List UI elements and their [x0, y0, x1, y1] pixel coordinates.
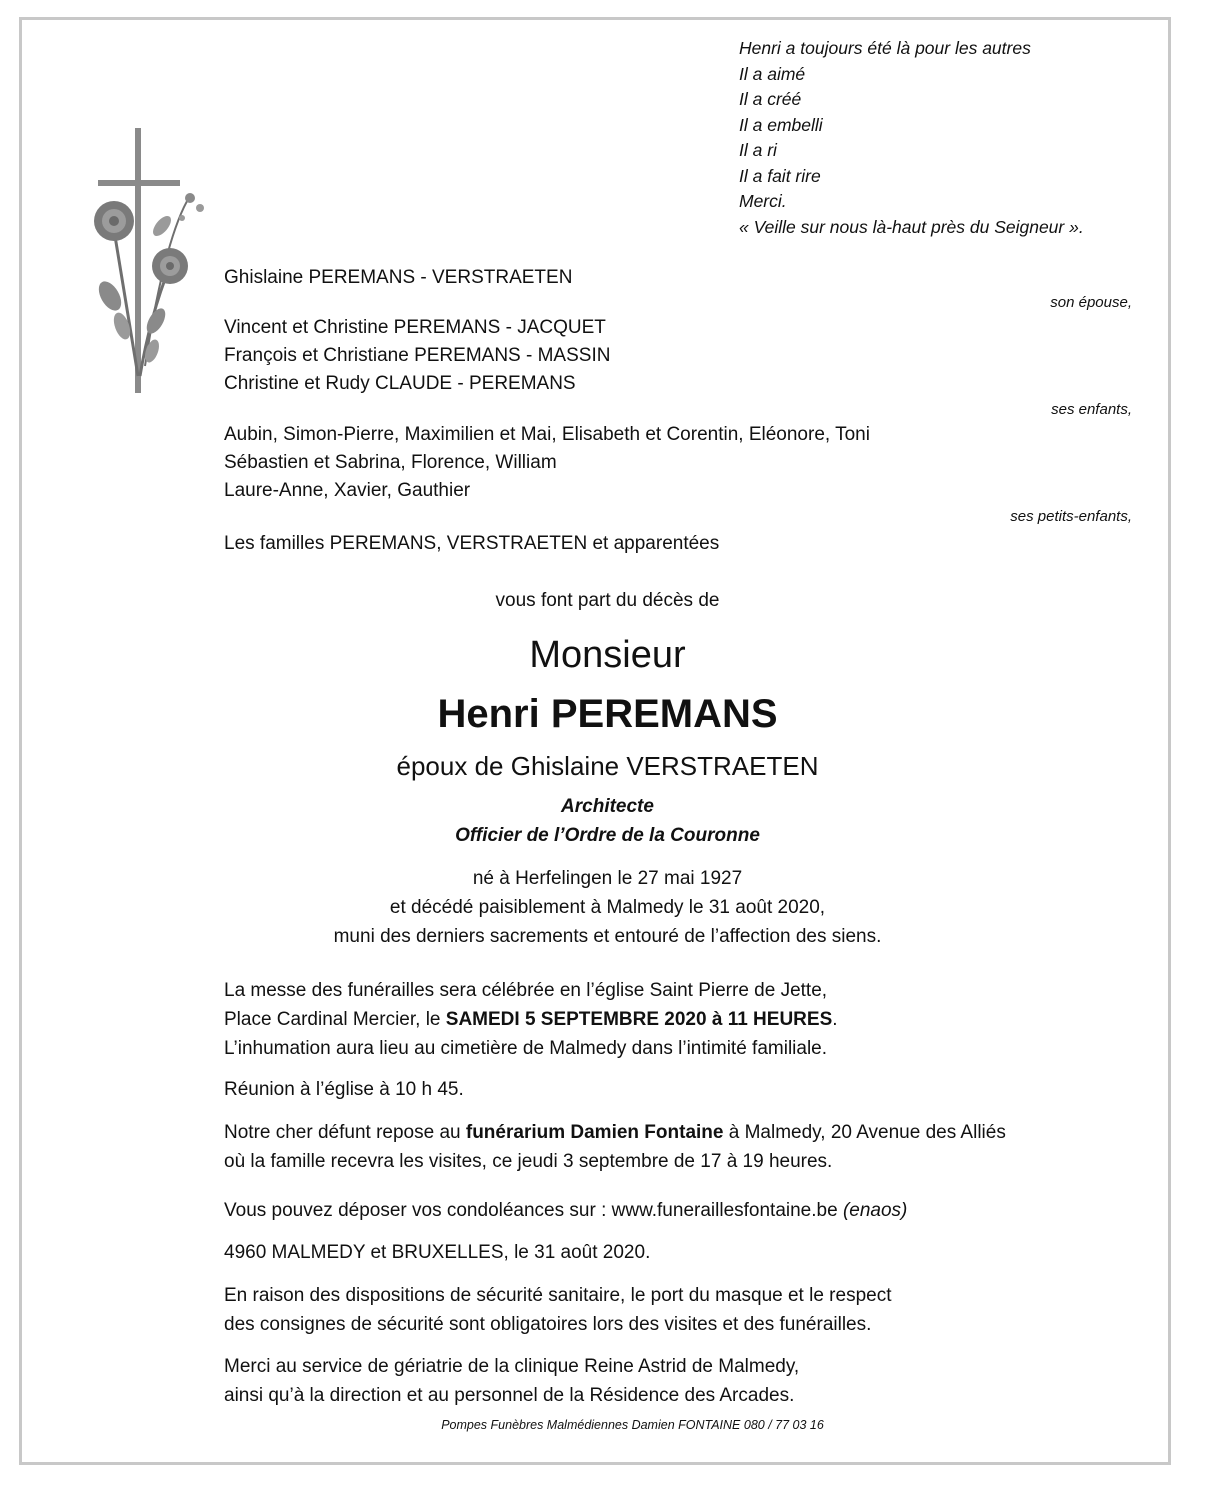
sanitary-line: des consignes de sécurité sont obligatoires lors des visites et des funérailles. [224, 1314, 872, 1335]
spouse-label: son épouse, [1050, 294, 1132, 311]
place-date: 4960 MALMEDY et BRUXELLES, le 31 août 2020. [224, 1242, 651, 1263]
thanks-paragraph [224, 1352, 799, 1410]
rest-line: où la famille recevra les visites, ce jeudi 3 septembre de 17 à 19 heures. [224, 1151, 833, 1172]
thanks-line: Merci au service de gériatrie de la clinique Reine Astrid de Malmedy, [224, 1356, 800, 1377]
grandchild-line: Sébastien et Sabrina, Florence, William [224, 452, 557, 473]
mass-text: . [832, 1009, 838, 1030]
children-list [224, 314, 610, 398]
sacraments-line: muni des derniers sacrements et entouré de l’affection des siens. [333, 926, 882, 947]
poem-line: Il a embelli [739, 114, 823, 135]
title-line: Architecte [561, 796, 654, 817]
rest-text: Notre cher défunt repose au [224, 1122, 466, 1143]
poem [739, 36, 1084, 240]
footer-funeral-home: Pompes Funèbres Malmédiennes Damien FONTAINE 080 / 77 03 16 [441, 1418, 824, 1432]
funerarium-name: funérarium Damien Fontaine [465, 1122, 724, 1143]
mass-text: Place Cardinal Mercier, le [224, 1009, 446, 1030]
cross-with-roses-icon [90, 126, 210, 396]
sanitary-line: En raison des dispositions de sécurité sanitaire, le port du masque et le respect [224, 1285, 892, 1306]
meeting-line: Réunion à l’église à 10 h 45. [224, 1079, 464, 1100]
birth-line: né à Herfelingen le 27 mai 1927 [472, 868, 743, 889]
child-line: François et Christiane PEREMANS - MASSIN [224, 345, 611, 366]
child-line: Christine et Rudy CLAUDE - PEREMANS [224, 373, 576, 394]
poem-line: Il a fait rire [739, 165, 821, 186]
children-label: ses enfants, [1051, 401, 1132, 418]
mass-paragraph [224, 976, 838, 1063]
grandchildren-label: ses petits-enfants, [1010, 508, 1132, 525]
poem-line: Il a aimé [739, 63, 806, 84]
rest-paragraph [224, 1118, 1006, 1176]
titles [0, 792, 1215, 850]
families-line: Les familles PEREMANS, VERSTRAETEN et apparentées [224, 533, 720, 554]
mass-date: SAMEDI 5 SEPTEMBRE 2020 à 11 HEURES [445, 1009, 833, 1030]
honorific: Monsieur [529, 634, 686, 676]
poem-line: Henri a toujours été là pour les autres [739, 38, 1031, 58]
mass-line [224, 1005, 838, 1034]
rest-text: à Malmedy, 20 Avenue des Alliés [723, 1122, 1006, 1143]
grandchild-line: Laure-Anne, Xavier, Gauthier [224, 480, 471, 501]
sanitary-paragraph [224, 1281, 891, 1339]
mass-line: La messe des funérailles sera célébrée en l’église Saint Pierre de Jette, [224, 980, 828, 1001]
thanks-line: ainsi qu’à la direction et au personnel de la Résidence des Arcades. [224, 1385, 795, 1406]
deceased-name: Henri PEREMANS [437, 692, 778, 736]
death-line: et décédé paisiblement à Malmedy le 31 août 2020, [389, 897, 826, 918]
child-line: Vincent et Christine PEREMANS - JACQUET [224, 317, 606, 338]
grandchildren-list [224, 421, 870, 505]
poem-line: « Veille sur nous là-haut près du Seigneur ». [739, 216, 1084, 237]
burial-line: L’inhumation aura lieu au cimetière de Malmedy dans l’intimité familiale. [224, 1038, 828, 1059]
spouse-of: époux de Ghislaine VERSTRAETEN [396, 751, 819, 781]
dates-block [0, 864, 1215, 951]
condolences-text: Vous pouvez déposer vos condoléances sur : www.funeraillesfontaine.be [224, 1200, 843, 1221]
condolences-note: (enaos) [842, 1200, 908, 1221]
spouse-name: Ghislaine PEREMANS - VERSTRAETEN [224, 267, 573, 288]
poem-line: Merci. [739, 191, 787, 211]
announcement-intro: vous font part du décès de [495, 590, 720, 611]
grandchild-line: Aubin, Simon-Pierre, Maximilien et Mai, Elisabeth et Corentin, Eléonore, Toni [224, 424, 870, 445]
rest-line [224, 1118, 1006, 1147]
title-line: Officier de l’Ordre de la Couronne [455, 825, 760, 846]
condolences-line [224, 1196, 907, 1225]
poem-line: Il a ri [739, 140, 777, 160]
poem-line: Il a créé [739, 89, 802, 109]
